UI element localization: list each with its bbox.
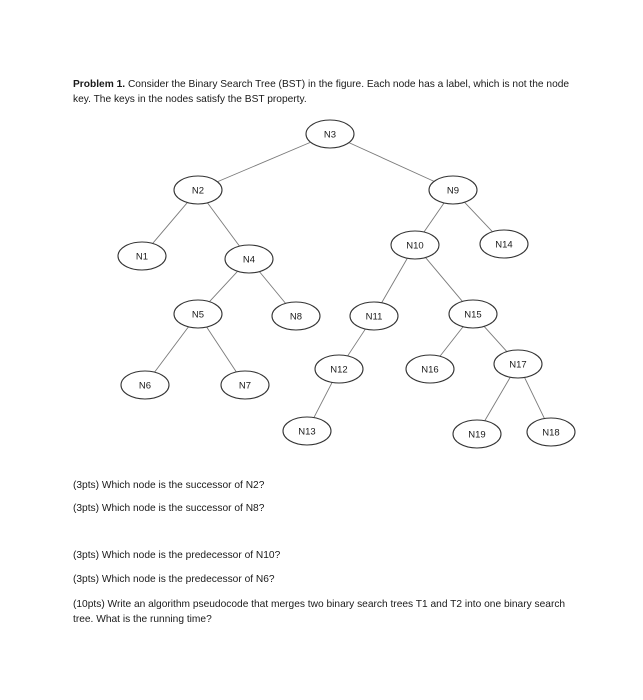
node-label: N17 [509,359,527,371]
node-label: N3 [323,129,337,141]
tree-node-n14 [480,230,528,258]
tree-node-n3 [306,120,354,148]
tree-node-n17 [494,350,542,378]
tree-edge-n5-n7 [207,327,237,372]
question-1: (3pts) Which node is the successor of N2? [73,480,265,491]
node-label: N7 [238,380,252,392]
question-5: (10pts) Write an algorithm pseudocode that merges two binary search trees T1 and T2 into one binary search tree. What is the running time? [73,599,566,625]
tree-node-n16 [406,355,454,383]
tree-node-n15 [449,300,497,328]
node-label: N1 [135,251,149,263]
tree-edge-n5-n6 [155,327,189,372]
tree-edge-n11-n12 [348,329,366,356]
tree-node-n4 [225,245,273,273]
question-3: (3pts) Which node is the predecessor of N10? [73,550,281,561]
tree-edge-n17-n19 [485,377,510,421]
tree-edge-n9-n10 [424,203,444,232]
tree-node-n11 [350,302,398,330]
node-label: N5 [191,309,205,321]
node-label: N2 [191,185,205,197]
node-label: N19 [468,429,486,441]
node-label: N12 [330,364,348,376]
tree-edge-n3-n2 [217,142,310,182]
node-label: N9 [446,185,460,197]
tree-node-n8 [272,302,320,330]
problem-heading: Problem 1. [73,79,126,90]
tree-node-n18 [527,418,575,446]
tree-node-n13 [283,417,331,445]
tree-edge-n2-n4 [208,203,240,246]
tree-edge-n2-n1 [153,203,188,244]
tree-edge-n10-n15 [426,258,463,302]
tree-node-n2 [174,176,222,204]
tree-edge-n4-n5 [209,271,237,301]
node-label: N16 [421,364,439,376]
node-label: N11 [365,311,383,323]
tree-node-n7 [221,371,269,399]
tree-node-n19 [453,420,501,448]
problem-text: Consider the Binary Search Tree (BST) in the figure. Each node has a label, which is not the node key. The keys in the nodes satisfy the BST property. [73,79,570,105]
tree-node-n9 [429,176,477,204]
node-label: N14 [495,239,513,251]
tree-node-n12 [315,355,363,383]
tree-edge-n15-n16 [440,327,463,357]
node-label: N6 [138,380,152,392]
tree-node-n1 [118,242,166,270]
tree-edge-n17-n18 [525,377,545,418]
tree-node-n5 [174,300,222,328]
node-label: N15 [464,309,482,321]
tree-node-n6 [121,371,169,399]
tree-edge-n4-n8 [259,272,285,304]
question-4: (3pts) Which node is the predecessor of N6? [73,574,275,585]
tree-edge-n3-n9 [349,143,434,182]
tree-edge-n10-n11 [382,258,408,302]
node-label: N18 [542,427,560,439]
node-label: N13 [298,426,316,438]
tree-node-n10 [391,231,439,259]
node-label: N8 [289,311,303,323]
tree-edge-n9-n14 [465,202,493,231]
node-label: N4 [242,254,256,266]
tree-edge-n12-n13 [314,382,332,417]
node-label: N10 [406,240,424,252]
question-2: (3pts) Which node is the successor of N8? [73,503,265,514]
tree-edge-n15-n17 [484,326,507,351]
